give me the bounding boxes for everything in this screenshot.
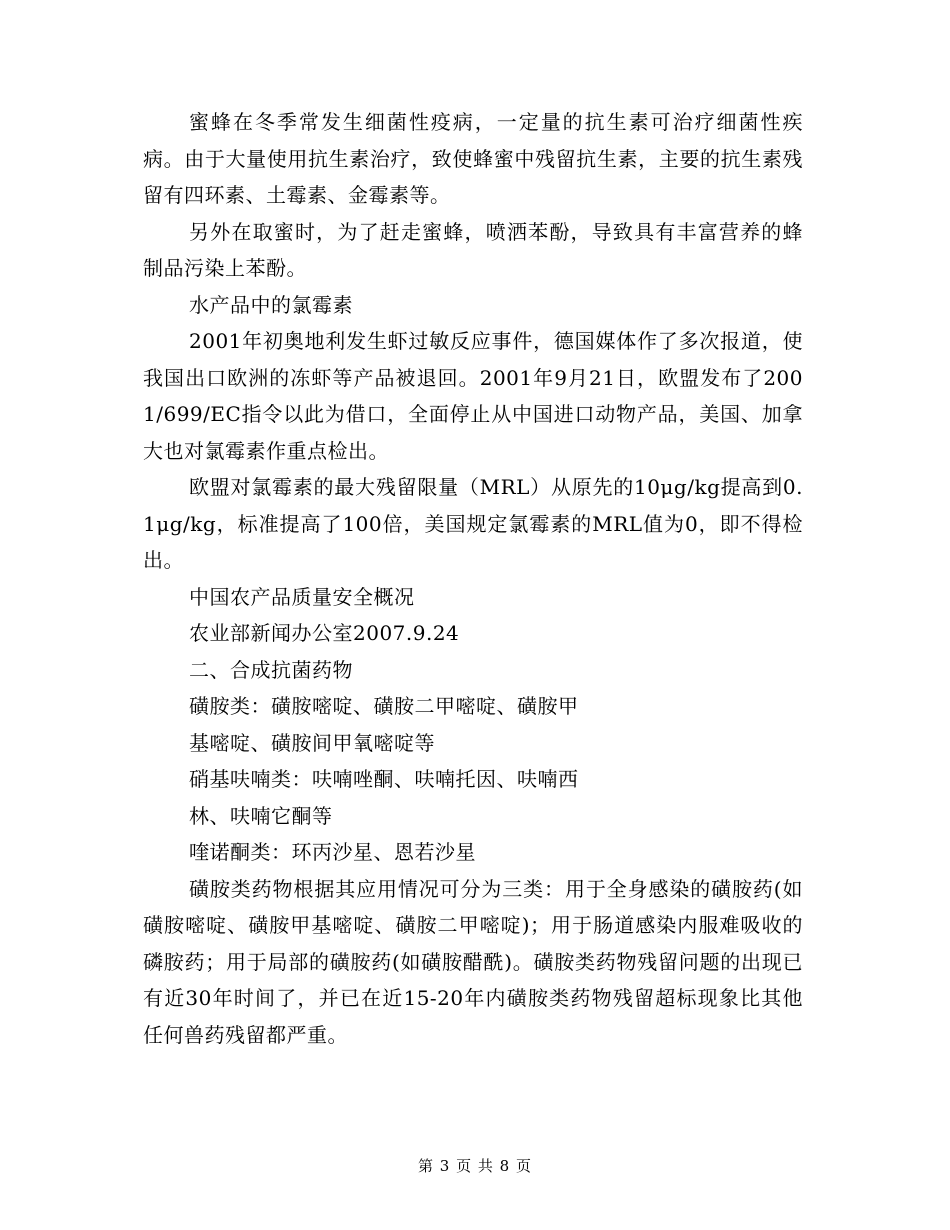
list-line-nitrofurans-cont: 林、呋喃它酮等 <box>189 803 333 828</box>
list-line-sulfonamides: 磺胺类：磺胺嘧啶、磺胺二甲嘧啶、磺胺甲 <box>189 694 579 718</box>
paragraph-mrl-standard: 欧盟对氯霉素的最大残留限量（MRL）从原先的10μg/kg提高到0.1μg/kg，标准提高了100倍，美国规定氯霉素的MRL值为0，即不得检出。 <box>143 475 803 572</box>
heading-quality-overview: 中国农产品质量安全概况 <box>189 584 415 609</box>
document-body <box>143 104 803 1053</box>
list-line-quinolones: 喹诺酮类：环丙沙星、恩若沙星 <box>189 840 476 864</box>
paragraph-bee-antibiotics: 蜜蜂在冬季常发生细菌性疫病，一定量的抗生素可治疗细菌性疾病。由于大量使用抗生素治疗，致使蜂蜜中残留抗生素，主要的抗生素残留有四环素、土霉素、金霉素等。 <box>143 110 803 207</box>
source-line: 农业部新闻办公室2007.9.24 <box>189 621 460 645</box>
heading-chloramphenicol: 水产品中的氯霉素 <box>189 292 353 317</box>
page-number-footer: 第 3 页 共 8 页 <box>418 1157 532 1175</box>
list-line-sulfonamides-cont: 基嘧啶、磺胺间甲氧嘧啶等 <box>189 730 435 755</box>
paragraph-shrimp-event: 2001年初奥地利发生虾过敏反应事件，德国媒体作了多次报道，使我国出口欧洲的冻虾等产品被退回。2001年9月21日，欧盟发布了2001/699/EC指令以此为借口，全面停止从中国进口动物产品，美国、加拿大也对氯霉素作重点检出。 <box>143 329 803 463</box>
heading-synthetic-antibacterials: 二、合成抗菌药物 <box>189 657 353 682</box>
paragraph-phenol: 另外在取蜜时，为了赶走蜜蜂，喷洒苯酚，导致具有丰富营养的蜂制品污染上苯酚。 <box>143 219 803 280</box>
list-line-nitrofurans: 硝基呋喃类：呋喃唑酮、呋喃托因、呋喃西 <box>189 767 579 791</box>
paragraph-sulfonamide-classes: 磺胺类药物根据其应用情况可分为三类：用于全身感染的磺胺药(如磺胺嘧啶、磺胺甲基嘧啶、磺胺二甲嘧啶)；用于肠道感染内服难吸收的磷胺药；用于局部的磺胺药(如磺胺醋酰)。磺胺类药物残留问题的出现已有近30年时间了，并已在近15-20年内磺胺类药物残留超标现象比其他任何兽药残留都严重。 <box>143 876 803 1047</box>
